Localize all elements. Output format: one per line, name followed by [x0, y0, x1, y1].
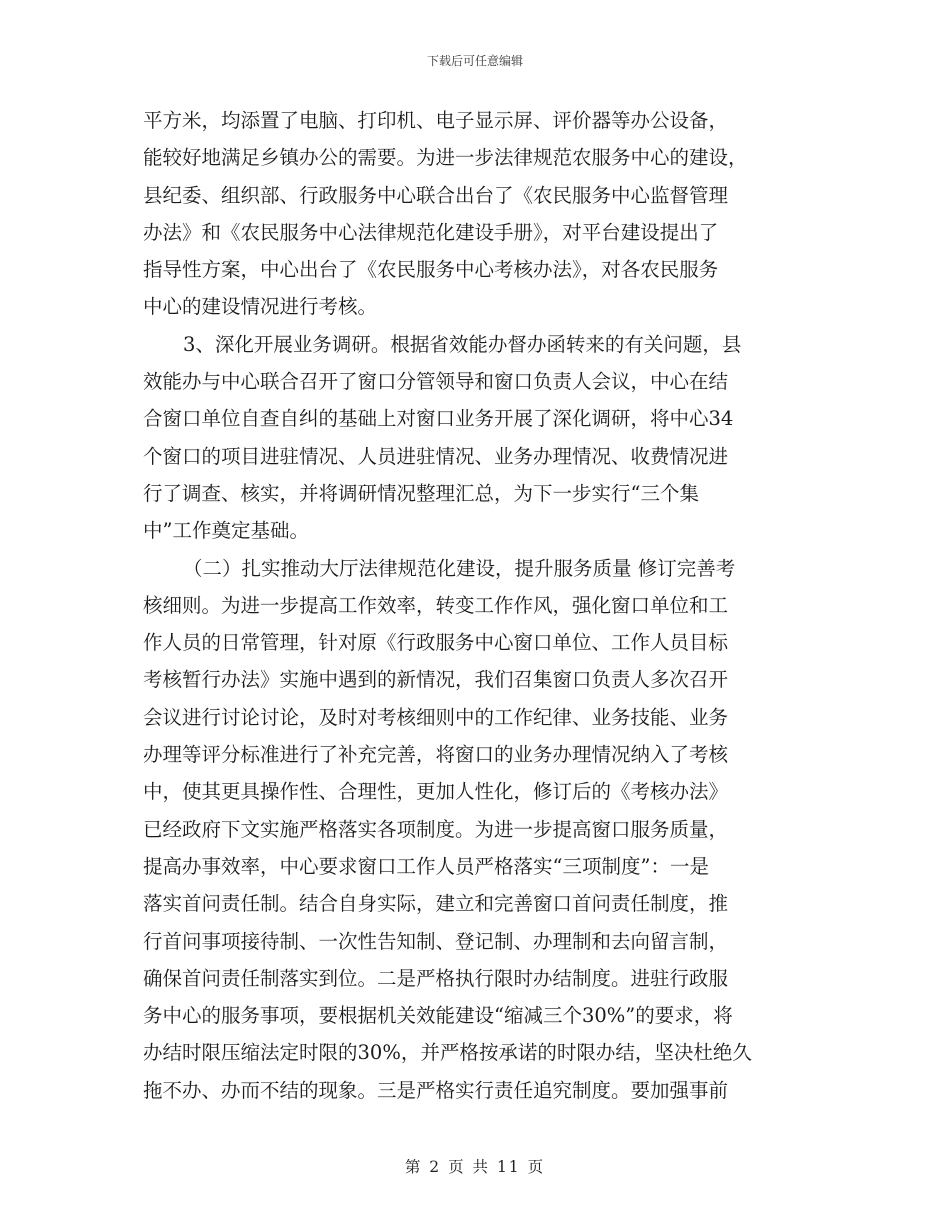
- text-line: 行首问事项接待制、一次性告知制、登记制、办理制和去向留言制，: [143, 929, 729, 953]
- text-line: 办结时限压缩法定时限的30%，并严格按承诺的时限办结，坚决杜绝久: [143, 1041, 752, 1065]
- text-line: 拖不办、办而不结的现象。三是严格实行责任追究制度。要加强事前: [143, 1078, 729, 1102]
- text-line: 合窗口单位自查自纠的基础上对窗口业务开展了深化调研，将中心34: [143, 407, 734, 431]
- page-footer: 第 2 页 共 11 页: [404, 1158, 546, 1176]
- page-header: 下载后可任意编辑: [426, 54, 523, 68]
- text-line: 中，使其更具操作性、合理性，更加人性化，修订后的《考核办法》: [143, 780, 729, 804]
- text-line: 会议进行讨论讨论，及时对考核细则中的工作纪律、业务技能、业务: [143, 705, 729, 729]
- text-line: 效能办与中心联合召开了窗口分管领导和窗口负责人会议，中心在结: [143, 370, 729, 394]
- text-line: 县纪委、组织部、行政服务中心联合出台了《农民服务中心监督管理: [143, 183, 729, 207]
- text-line: 中心的建设情况进行考核。: [143, 295, 378, 319]
- text-line: 办法》和《农民服务中心法律规范化建设手册》，对平台建设提出了: [143, 220, 719, 244]
- text-line: （二）扎实推动大厅法律规范化建设，提升服务质量 修订完善考: [183, 556, 736, 580]
- text-line: 考核暂行办法》实施中遇到的新情况，我们召集窗口负责人多次召开: [143, 668, 729, 692]
- text-line: 行了调查、核实，并将调研情况整理汇总，为下一步实行“三个集: [143, 481, 699, 505]
- text-line: 落实首问责任制。结合自身实际，建立和完善窗口首问责任制度，推: [143, 892, 729, 916]
- text-line: 确保首问责任制落实到位。二是严格执行限时办结制度。进驻行政服: [143, 966, 729, 990]
- text-line: 办理等评分标准进行了补充完善，将窗口的业务办理情况纳入了考核: [143, 743, 729, 767]
- text-line: 平方米，均添置了电脑、打印机、电子显示屏、评价器等办公设备，: [143, 109, 729, 132]
- text-line: 能较好地满足乡镇办公的需要。为进一步法律规范农服务中心的建设，: [143, 146, 748, 170]
- text-line: 已经政府下文实施严格落实各项制度。为进一步提高窗口服务质量，: [143, 817, 729, 841]
- text-line: 指导性方案，中心出台了《农民服务中心考核办法》，对各农民服务: [143, 258, 719, 282]
- text-line: 3、深化开展业务调研。根据省效能办督办函转来的有关问题，县: [183, 332, 742, 356]
- text-line: 中”工作奠定基础。: [143, 519, 309, 543]
- text-line: 核细则。为进一步提高工作效率，转变工作作风，强化窗口单位和工: [143, 593, 729, 617]
- text-line: 务中心的服务事项，要根据机关效能建设“缩减三个30%”的要求，将: [143, 1004, 733, 1028]
- text-line: 作人员的日常管理，针对原《行政服务中心窗口单位、工作人员目标: [143, 631, 729, 655]
- text-line: 个窗口的项目进驻情况、人员进驻情况、业务办理情况、收费情况进: [143, 444, 729, 468]
- document-body: [143, 102, 811, 1109]
- text-line: 提高办事效率，中心要求窗口工作人员严格落实“三项制度”：一是: [143, 854, 709, 878]
